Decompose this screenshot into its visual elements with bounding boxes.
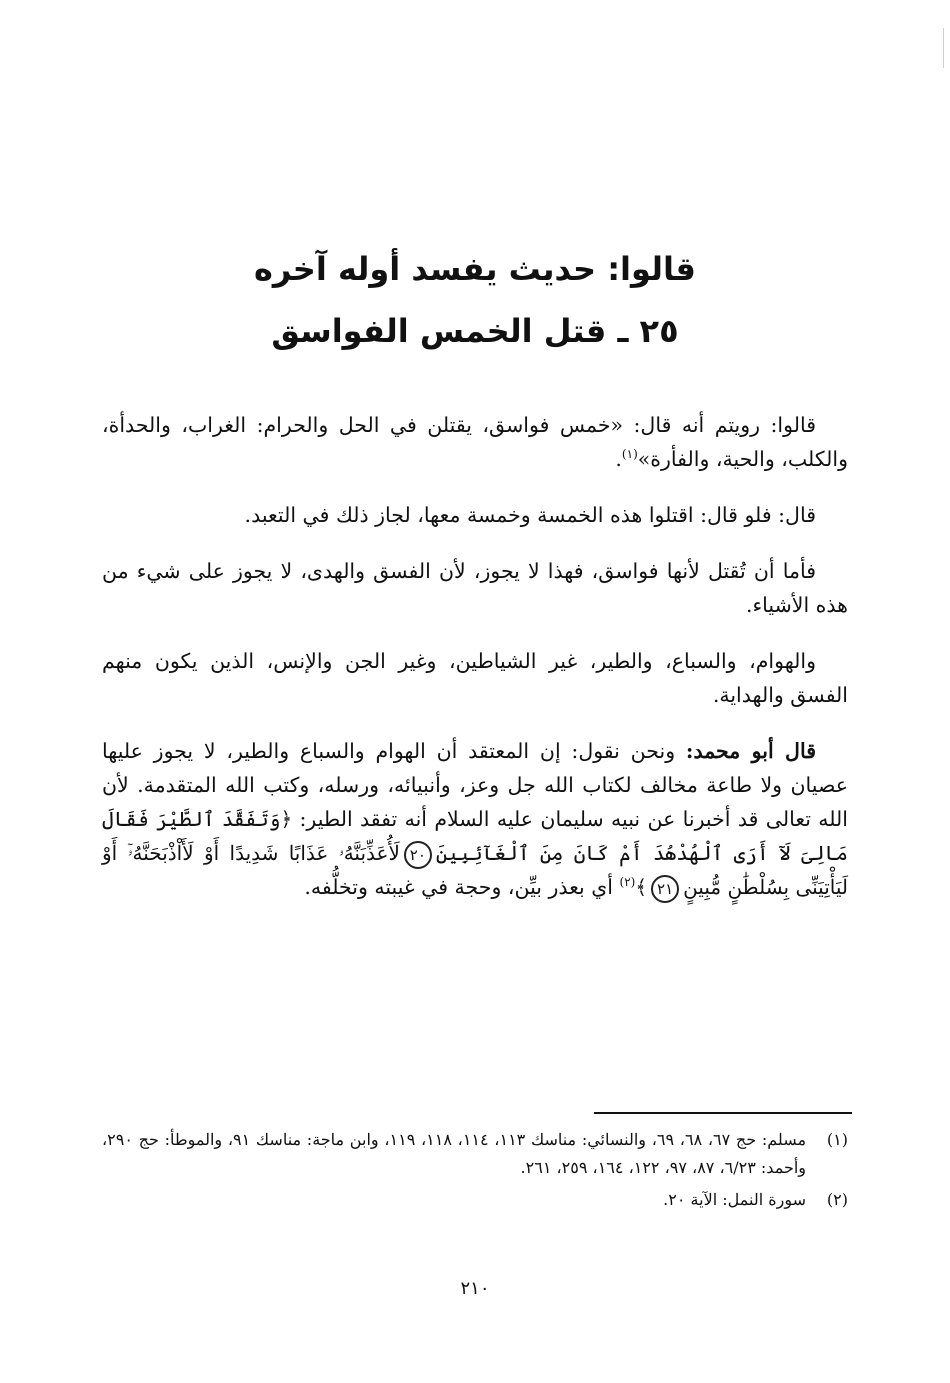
body-text <box>102 408 848 904</box>
paragraph-1-text: قالوا: رويتم أنه قال: «خمس فواسق، يقتلن في الحل والحرام: الغراب، والحدأة، والكلب، والحية، والفأرة» <box>102 413 848 471</box>
footnotes <box>102 1126 848 1218</box>
paragraph-5-text: ونحن نقول: إن المعتقد أن الهوام والسباع والطير، لا يجوز عليها عصيان ولا طاعة مخالف لكتاب الله جل وعز، وأنبيائه، ورسله، وكتب الله المتقدمة. لأن الله تعالى قد أخبرنا عن نبيه سليمان عليه السلام أنه تفقد الطير: <box>102 739 848 831</box>
footnote-item <box>102 1186 848 1214</box>
section-title: ٢٥ ـ قتل الخمس الفواسق <box>271 312 679 350</box>
footnote-text: مسلم: حج ٦٧، ٦٨، ٦٩، والنسائي: مناسك ١١٣، ١١٤، ١١٨، ١١٩، وابن ماجة: مناسك ٩١، والموطأ: حج ٢٩٠، وأحمد: ٦/٢٣، ٨٧، ٩٧، ١٢٢، ١٦٤، ٢٥٩، ٢٦١. <box>102 1130 807 1177</box>
paragraph-2: قال: فلو قال: اقتلوا هذه الخمسة وخمسة معها، لجاز ذلك في التعبد. <box>244 503 816 527</box>
paragraph-1 <box>102 408 848 476</box>
footnote-text: سورة النمل: الآية ٢٠. <box>663 1190 806 1209</box>
paragraph-4: والهوام، والسباع، والطير، غير الشياطين، وغير الجن والإنس، الذين يكون منهم الفسق والهداية. <box>102 649 848 707</box>
quran-close-bracket: ﴾ <box>635 875 648 899</box>
chapter-title: قالوا: حديث يفسد أوله آخره <box>253 250 696 288</box>
ayah-marker-21: ٢١ <box>651 875 679 903</box>
quran-verse-21: لَأُعَذِّبَنَّهُۥ عَذَابًا شَدِيدًا أَوْ لَأَاْذْبَحَنَّهُۥٓ أَوْ لَيَأْتِيَنِّى بِسُلْطَٰنٍ مُّبِينٍ <box>102 841 848 899</box>
footnote-ref-1[interactable]: (١) <box>621 447 638 462</box>
paragraph-5-tail: أي بعذر بيِّن، وحجة في غيبته وتخلُّفه. <box>304 875 620 899</box>
footnote-item <box>102 1126 848 1182</box>
footnote-number: (٢) <box>826 1190 848 1209</box>
page-number: ٢١٠ <box>460 1278 490 1299</box>
speaker-label: قال أبو محمد: <box>685 739 816 763</box>
chapter-headings <box>100 238 850 362</box>
scan-edge-mark <box>943 28 944 68</box>
paragraph-3: فأما أن تُقتل لأنها فواسق، فهذا لا يجوز، لأن الفسق والهدى، لا يجوز على شيء من هذه الأشياء. <box>102 559 848 617</box>
footnote-separator <box>594 1112 852 1114</box>
paragraph-1-end: . <box>615 447 622 471</box>
footnote-ref-2[interactable]: (٢) <box>619 875 636 890</box>
quran-verse-20: ﴿وَتَفَقَّدَ ٱلطَّيْرَ فَقَالَ مَالِىَ لَآ أَرَى ٱلْهُدْهُدَ أَمْ كَانَ مِنَ ٱلْغَآئِبِينَ <box>102 807 848 865</box>
paragraph-5 <box>102 734 848 904</box>
ayah-marker-20: ٢٠ <box>404 841 432 869</box>
footnote-number: (١) <box>826 1130 848 1149</box>
